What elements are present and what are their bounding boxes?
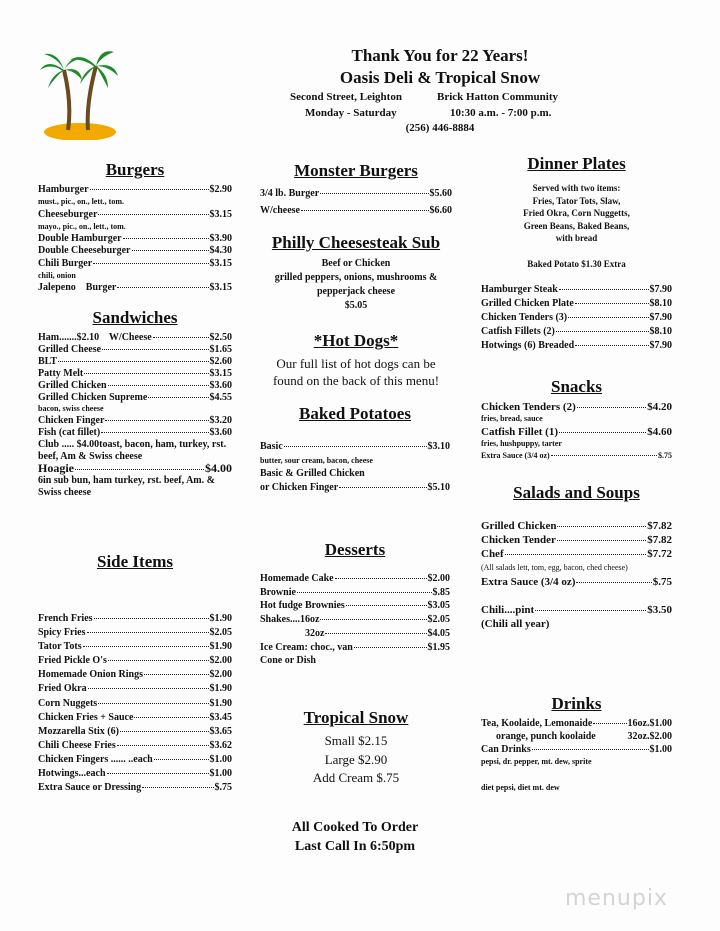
item-price: 32oz.$2.00 xyxy=(627,730,672,742)
menu-item xyxy=(260,641,450,655)
item-name: Hotwings...each xyxy=(38,768,106,780)
menu-item xyxy=(38,711,232,725)
drinks-section xyxy=(481,694,672,795)
dot-leader xyxy=(301,210,429,211)
menu-item xyxy=(481,575,672,589)
dot-leader xyxy=(557,540,646,541)
menu-item xyxy=(38,356,232,368)
burgers-heading: Burgers xyxy=(105,160,165,179)
item-name: Grilled Cheese xyxy=(38,343,102,355)
menu-item xyxy=(38,415,232,427)
dot-leader xyxy=(84,373,208,374)
menu-item xyxy=(38,233,232,245)
hotdogs-line: found on the back of this menu! xyxy=(272,373,440,388)
item-name: Tator Tots xyxy=(38,641,82,653)
item-name: Chili Cheese Fries xyxy=(38,739,116,751)
dot-leader xyxy=(325,633,426,634)
dot-leader xyxy=(532,749,649,750)
item-note: pepsi, dr. pepper, mt. dew, sprite xyxy=(481,757,592,767)
item-price: $4.05 xyxy=(427,627,450,639)
dot-leader xyxy=(556,331,649,332)
dot-leader xyxy=(94,618,209,619)
item-name: Double Cheeseburger xyxy=(38,245,131,257)
item-price: $5.10 xyxy=(427,481,450,493)
dot-leader xyxy=(593,723,626,724)
dot-leader xyxy=(117,287,208,288)
item-name: orange, punch koolaide xyxy=(481,730,596,742)
menu-item xyxy=(38,344,232,356)
sandwiches-section xyxy=(38,308,232,499)
menu-item xyxy=(38,460,232,475)
dot-leader xyxy=(108,385,209,386)
item-name: Grilled Chicken xyxy=(481,520,557,532)
menu-item xyxy=(38,392,232,404)
served-with-line: Fries, Tator Tots, Slaw, xyxy=(532,195,621,206)
item-name: Chili....pint xyxy=(481,604,535,616)
item-price: $7.90 xyxy=(649,339,672,351)
item-price: $3.15 xyxy=(209,208,232,220)
item-note: diet pepsi, diet mt. dew xyxy=(481,782,560,792)
dot-leader xyxy=(98,703,208,704)
menu-item xyxy=(260,627,450,641)
spacer xyxy=(481,769,672,782)
dot-leader xyxy=(575,303,649,304)
hours: 10:30 a.m. - 7:00 p.m. xyxy=(450,107,552,119)
item-name: Grilled Chicken Plate xyxy=(481,297,574,309)
item-price: $2.90 xyxy=(209,184,232,195)
item-name: Ham.......$2.10 W/Cheese xyxy=(38,332,152,343)
item-name: Mozzarella Stix (6) xyxy=(38,725,119,737)
item-note: (All salads lett, tom, egg, bacon, ched cheese) xyxy=(481,563,628,572)
item-name: Grilled Chicken Supreme xyxy=(38,391,148,403)
item-price: $2.50 xyxy=(209,332,232,343)
menu-item xyxy=(481,325,672,339)
item-price: $1.00 xyxy=(209,768,232,780)
item-price: $.75 xyxy=(214,782,232,794)
item-name: Corn Nuggets xyxy=(38,697,98,709)
monster-heading: Monster Burgers xyxy=(294,161,418,180)
menupix-watermark: menupix xyxy=(565,886,668,911)
header-thanks: Thank You for 22 Years! xyxy=(351,46,529,65)
menu-item xyxy=(38,668,232,682)
menu-item xyxy=(38,380,232,392)
menu-item xyxy=(481,426,672,438)
menu-item xyxy=(38,725,232,739)
item-name: Hamburger xyxy=(38,184,89,195)
menu-item xyxy=(260,613,450,627)
dot-leader xyxy=(551,455,657,456)
item-price: $1.90 xyxy=(209,683,232,695)
menu-item xyxy=(260,440,450,454)
item-name: Hotwings (6) Breaded xyxy=(481,339,575,351)
tropical-heading: Tropical Snow xyxy=(303,708,409,727)
item-name: French Fries xyxy=(38,613,93,624)
item-text: Basic & Grilled Chicken xyxy=(260,468,365,479)
tropical-snow-section xyxy=(258,708,454,788)
item-price: $8.10 xyxy=(649,297,672,309)
item-price: $6.60 xyxy=(429,205,452,216)
menu-item xyxy=(38,245,232,257)
item-note: butter, sour cream, bacon, cheese xyxy=(260,455,373,465)
item-text: 6in sub bun, ham turkey, rst. beef, Am. & xyxy=(38,474,215,486)
item-price: $3.60 xyxy=(209,379,232,391)
philly-section xyxy=(258,233,454,313)
item-price: $7.90 xyxy=(649,283,672,295)
item-price: $2.00 xyxy=(209,669,232,681)
dot-leader xyxy=(134,717,208,718)
item-price: $1.95 xyxy=(427,641,450,653)
item-price: $4.00 xyxy=(205,460,232,475)
dot-leader xyxy=(576,582,651,583)
salads-heading: Salads and Soups xyxy=(513,483,640,502)
dot-leader xyxy=(120,731,209,732)
community: Brick Hatton Community xyxy=(437,91,558,103)
palm-tree-island-logo xyxy=(38,48,118,140)
snacks-section xyxy=(481,377,672,462)
philly-line: pepperjack cheese xyxy=(316,286,396,297)
spacer xyxy=(481,589,672,603)
item-text: beef, Am & Swiss cheese xyxy=(38,451,143,463)
menu-item xyxy=(260,572,450,586)
item-name: Hamburger Steak xyxy=(481,283,558,295)
hotdogs-line: Our full list of hot dogs can be xyxy=(276,356,436,371)
item-price: $3.15 xyxy=(209,282,232,294)
item-name: Chicken Tender xyxy=(481,534,556,546)
menu-item xyxy=(481,339,672,353)
item-price: $5.60 xyxy=(429,188,452,199)
footer-last-call: Last Call In 6:50pm xyxy=(294,839,416,854)
menu-item xyxy=(38,258,232,270)
baked-heading: Baked Potatoes xyxy=(299,404,411,423)
dot-leader xyxy=(90,189,209,190)
item-price: $1.00 xyxy=(209,753,232,765)
menu-item xyxy=(481,450,672,462)
menu-item xyxy=(481,718,672,731)
dot-leader xyxy=(505,554,647,555)
item-price: $1.00 xyxy=(649,743,672,755)
item-name: Catfish Fillets (2) xyxy=(481,325,555,337)
dot-leader xyxy=(154,759,209,760)
dot-leader xyxy=(108,660,209,661)
item-note: bacon, swiss cheese xyxy=(38,404,104,414)
item-note: chili, onion xyxy=(38,271,76,281)
dot-leader xyxy=(142,787,213,788)
dot-leader xyxy=(577,407,647,408)
item-price: $7.90 xyxy=(649,311,672,323)
tropical-line: Small $2.15 xyxy=(324,733,388,748)
item-text: (Chili all year) xyxy=(481,618,550,630)
item-price: $4.60 xyxy=(647,425,672,438)
dot-leader xyxy=(575,345,648,346)
item-name: Homemade Cake xyxy=(260,573,334,584)
tropical-line: Large $2.90 xyxy=(324,751,388,767)
menu-item xyxy=(38,697,232,711)
item-name: Cheeseburger xyxy=(38,208,98,220)
monster-burgers-section xyxy=(260,161,452,219)
dot-leader xyxy=(105,420,208,421)
dot-leader xyxy=(354,647,427,648)
dot-leader xyxy=(535,610,646,611)
philly-line: grilled peppers, onions, mushrooms & xyxy=(274,272,438,283)
item-name: Extra Sauce (3/4 oz) xyxy=(481,576,576,588)
menu-item xyxy=(38,368,232,380)
served-with-line: with bread xyxy=(555,233,598,243)
item-name: Chicken Tenders (2) xyxy=(481,401,576,413)
item-name: Tea, Koolaide, Lemonaide xyxy=(481,718,593,729)
dot-leader xyxy=(559,289,649,290)
item-name: Brownie xyxy=(260,586,296,598)
menu-item xyxy=(481,283,672,297)
item-price: $7.82 xyxy=(647,520,672,532)
item-text: Club ..... $4.00toast, bacon, ham, turkey, rst. xyxy=(38,439,227,451)
item-price: $7.82 xyxy=(647,534,672,546)
item-price: $2.05 xyxy=(427,614,450,626)
dot-leader xyxy=(83,646,209,647)
dot-leader xyxy=(107,773,209,774)
menu-item xyxy=(38,654,232,668)
item-price: $2.60 xyxy=(209,355,232,367)
item-price: $3.90 xyxy=(209,233,232,245)
menu-item xyxy=(38,753,232,767)
menu-item xyxy=(481,547,672,561)
menu-item xyxy=(38,781,232,795)
restaurant-name: Oasis Deli & Tropical Snow xyxy=(339,68,541,87)
dot-leader xyxy=(559,432,646,433)
dot-leader xyxy=(284,446,427,447)
dot-leader xyxy=(153,337,209,338)
dot-leader xyxy=(117,745,209,746)
tropical-line: Add Cream $.75 xyxy=(312,770,400,785)
dot-leader xyxy=(101,432,208,433)
dot-leader xyxy=(144,674,208,675)
item-price: $3.15 xyxy=(209,367,232,379)
hotdogs-heading: *Hot Dogs* xyxy=(313,331,399,350)
dinner-plates-section xyxy=(481,154,672,353)
served-with-line: Green Beans, Baked Beans, xyxy=(523,220,630,231)
dot-leader xyxy=(557,526,646,527)
dot-leader xyxy=(88,688,209,689)
menu-item xyxy=(481,533,672,547)
menu-item xyxy=(481,603,672,617)
item-name: Chicken Finger xyxy=(38,415,105,427)
item-price: $3.60 xyxy=(209,427,232,439)
item-price: $8.10 xyxy=(649,325,672,337)
item-note: fries, bread, sauce xyxy=(481,414,543,424)
item-name: 32oz xyxy=(260,627,325,639)
dot-leader xyxy=(346,605,427,606)
item-price: $3.20 xyxy=(209,415,232,427)
item-price: $1.65 xyxy=(209,343,232,355)
dot-leader xyxy=(568,317,648,318)
item-name: Catfish Fillet (1) xyxy=(481,425,558,438)
item-price: $3.50 xyxy=(647,604,672,616)
menu-item xyxy=(38,209,232,221)
served-with-line: Served with two items: xyxy=(532,183,621,193)
footer-cooked-to-order: All Cooked To Order xyxy=(291,820,419,835)
dot-leader xyxy=(58,361,208,362)
menu-item xyxy=(38,640,232,654)
dot-leader xyxy=(320,619,426,620)
philly-heading: Philly Cheesesteak Sub xyxy=(271,233,441,252)
item-price: $.75 xyxy=(652,576,672,588)
menu-item xyxy=(38,282,232,294)
side_items-heading: Side Items xyxy=(96,552,174,571)
item-name: Patty Melt xyxy=(38,367,84,379)
item-name: BLT xyxy=(38,355,58,367)
item-name: Grilled Chicken xyxy=(38,379,107,391)
menu-item xyxy=(481,311,672,325)
dot-leader xyxy=(297,592,432,593)
dot-leader xyxy=(320,193,428,194)
item-price: $.85 xyxy=(432,586,450,598)
menu-item xyxy=(38,739,232,753)
item-price: $3.45 xyxy=(209,711,232,723)
item-text: Swiss cheese xyxy=(38,486,92,498)
item-name: Homemade Onion Rings xyxy=(38,669,144,681)
dot-leader xyxy=(339,487,426,488)
item-price: $3.15 xyxy=(209,257,232,269)
dot-leader xyxy=(123,238,209,239)
dot-leader xyxy=(102,349,208,350)
item-price: $.75 xyxy=(658,451,672,461)
item-name: Fish (cat fillet) xyxy=(38,427,101,439)
item-price: $4.30 xyxy=(209,245,232,257)
item-note: mayo., pic., on., lett., tom. xyxy=(38,221,126,231)
item-name: 3/4 lb. Burger xyxy=(260,188,320,199)
drinks-heading: Drinks xyxy=(551,694,602,713)
menu-item xyxy=(38,184,232,196)
baked-potato-extra: Baked Potato $1.30 Extra xyxy=(527,258,626,269)
dot-leader xyxy=(335,578,427,579)
item-price: $1.90 xyxy=(209,697,232,709)
item-price: $1.90 xyxy=(209,613,232,624)
menu-item xyxy=(481,744,672,757)
item-name: Can Drinks xyxy=(481,743,531,755)
item-name: Spicy Fries xyxy=(38,627,86,639)
item-name: Fried Okra xyxy=(38,683,87,695)
menu-item xyxy=(481,731,672,744)
item-note: must., pic., on., lett., tom. xyxy=(38,197,124,207)
item-name: Fried Pickle O's xyxy=(38,655,107,667)
dinner-heading: Dinner Plates xyxy=(527,154,626,173)
menu-item xyxy=(260,599,450,613)
item-name: Basic xyxy=(260,441,283,452)
dot-leader xyxy=(148,397,208,398)
item-name: Hoagie xyxy=(38,460,74,475)
menu-item xyxy=(38,332,232,344)
item-price: $3.05 xyxy=(427,600,450,612)
philly-line: Beef or Chicken xyxy=(321,258,391,269)
item-name: Chili Burger xyxy=(38,257,93,269)
item-name: Chicken Fries + Sauce xyxy=(38,711,134,723)
item-name: Chef xyxy=(481,548,504,560)
burgers-section xyxy=(38,160,232,295)
served-with-line: Fried Okra, Corn Nuggetts, xyxy=(523,208,630,218)
sandwiches-heading: Sandwiches xyxy=(92,308,178,327)
item-name: or Chicken Finger xyxy=(260,481,339,493)
item-name: Extra Sauce or Dressing xyxy=(38,782,142,794)
address: Second Street, Leighton xyxy=(290,91,402,103)
menu-item xyxy=(260,586,450,600)
menu-item xyxy=(260,185,452,202)
item-name: Ice Cream: choc., van xyxy=(260,641,353,653)
desserts-section xyxy=(260,540,450,668)
dot-leader xyxy=(75,469,204,470)
dot-leader xyxy=(132,250,209,251)
dot-leader xyxy=(93,263,208,264)
days: Monday - Saturday xyxy=(305,107,397,119)
item-price: $2.00 xyxy=(209,655,232,667)
menu-item xyxy=(260,202,452,219)
item-price: $4.20 xyxy=(647,401,672,413)
item-price: $7.72 xyxy=(647,548,672,560)
baked-potatoes-section xyxy=(260,404,450,494)
menu-item xyxy=(38,427,232,439)
item-name: Shakes....16oz xyxy=(260,614,320,626)
menu-item xyxy=(481,401,672,413)
phone: (256) 446-8884 xyxy=(405,122,475,134)
side-items-section xyxy=(38,552,232,795)
dot-leader xyxy=(98,214,208,215)
menu-item xyxy=(260,481,450,495)
item-name: Extra Sauce (3/4 oz) xyxy=(481,451,550,461)
menu-item xyxy=(38,682,232,696)
item-price: $2.00 xyxy=(427,573,450,584)
item-price: $4.55 xyxy=(209,391,232,403)
item-price: $3.65 xyxy=(209,725,232,737)
philly-line: $5.05 xyxy=(344,300,368,311)
hot-dogs-section xyxy=(258,331,454,389)
item-name: Chicken Tenders (3) xyxy=(481,311,568,323)
menu-item xyxy=(38,626,232,640)
menu-item xyxy=(38,767,232,781)
salads-soups-section xyxy=(481,483,672,631)
item-name: Hot fudge Brownies xyxy=(260,600,345,612)
item-text: Cone or Dish xyxy=(260,655,316,667)
item-price: $3.62 xyxy=(209,739,232,751)
item-note: fries, hushpuppy, tarter xyxy=(481,438,562,448)
item-name: Chicken Fingers ...... ..each xyxy=(38,753,153,765)
dot-leader xyxy=(87,632,209,633)
item-name: Jalepeno Burger xyxy=(38,282,117,294)
item-price: $3.10 xyxy=(427,441,450,452)
snacks-heading: Snacks xyxy=(550,377,603,396)
item-name: W/cheese xyxy=(260,205,300,216)
menu-item xyxy=(38,612,232,626)
item-price: 16oz.$1.00 xyxy=(627,718,672,729)
menu-item xyxy=(481,519,672,533)
item-price: $1.90 xyxy=(209,641,232,653)
menu-item xyxy=(481,297,672,311)
item-name: Double Hamburger xyxy=(38,233,122,245)
item-price: $2.05 xyxy=(209,627,232,639)
desserts-heading: Desserts xyxy=(324,540,386,559)
